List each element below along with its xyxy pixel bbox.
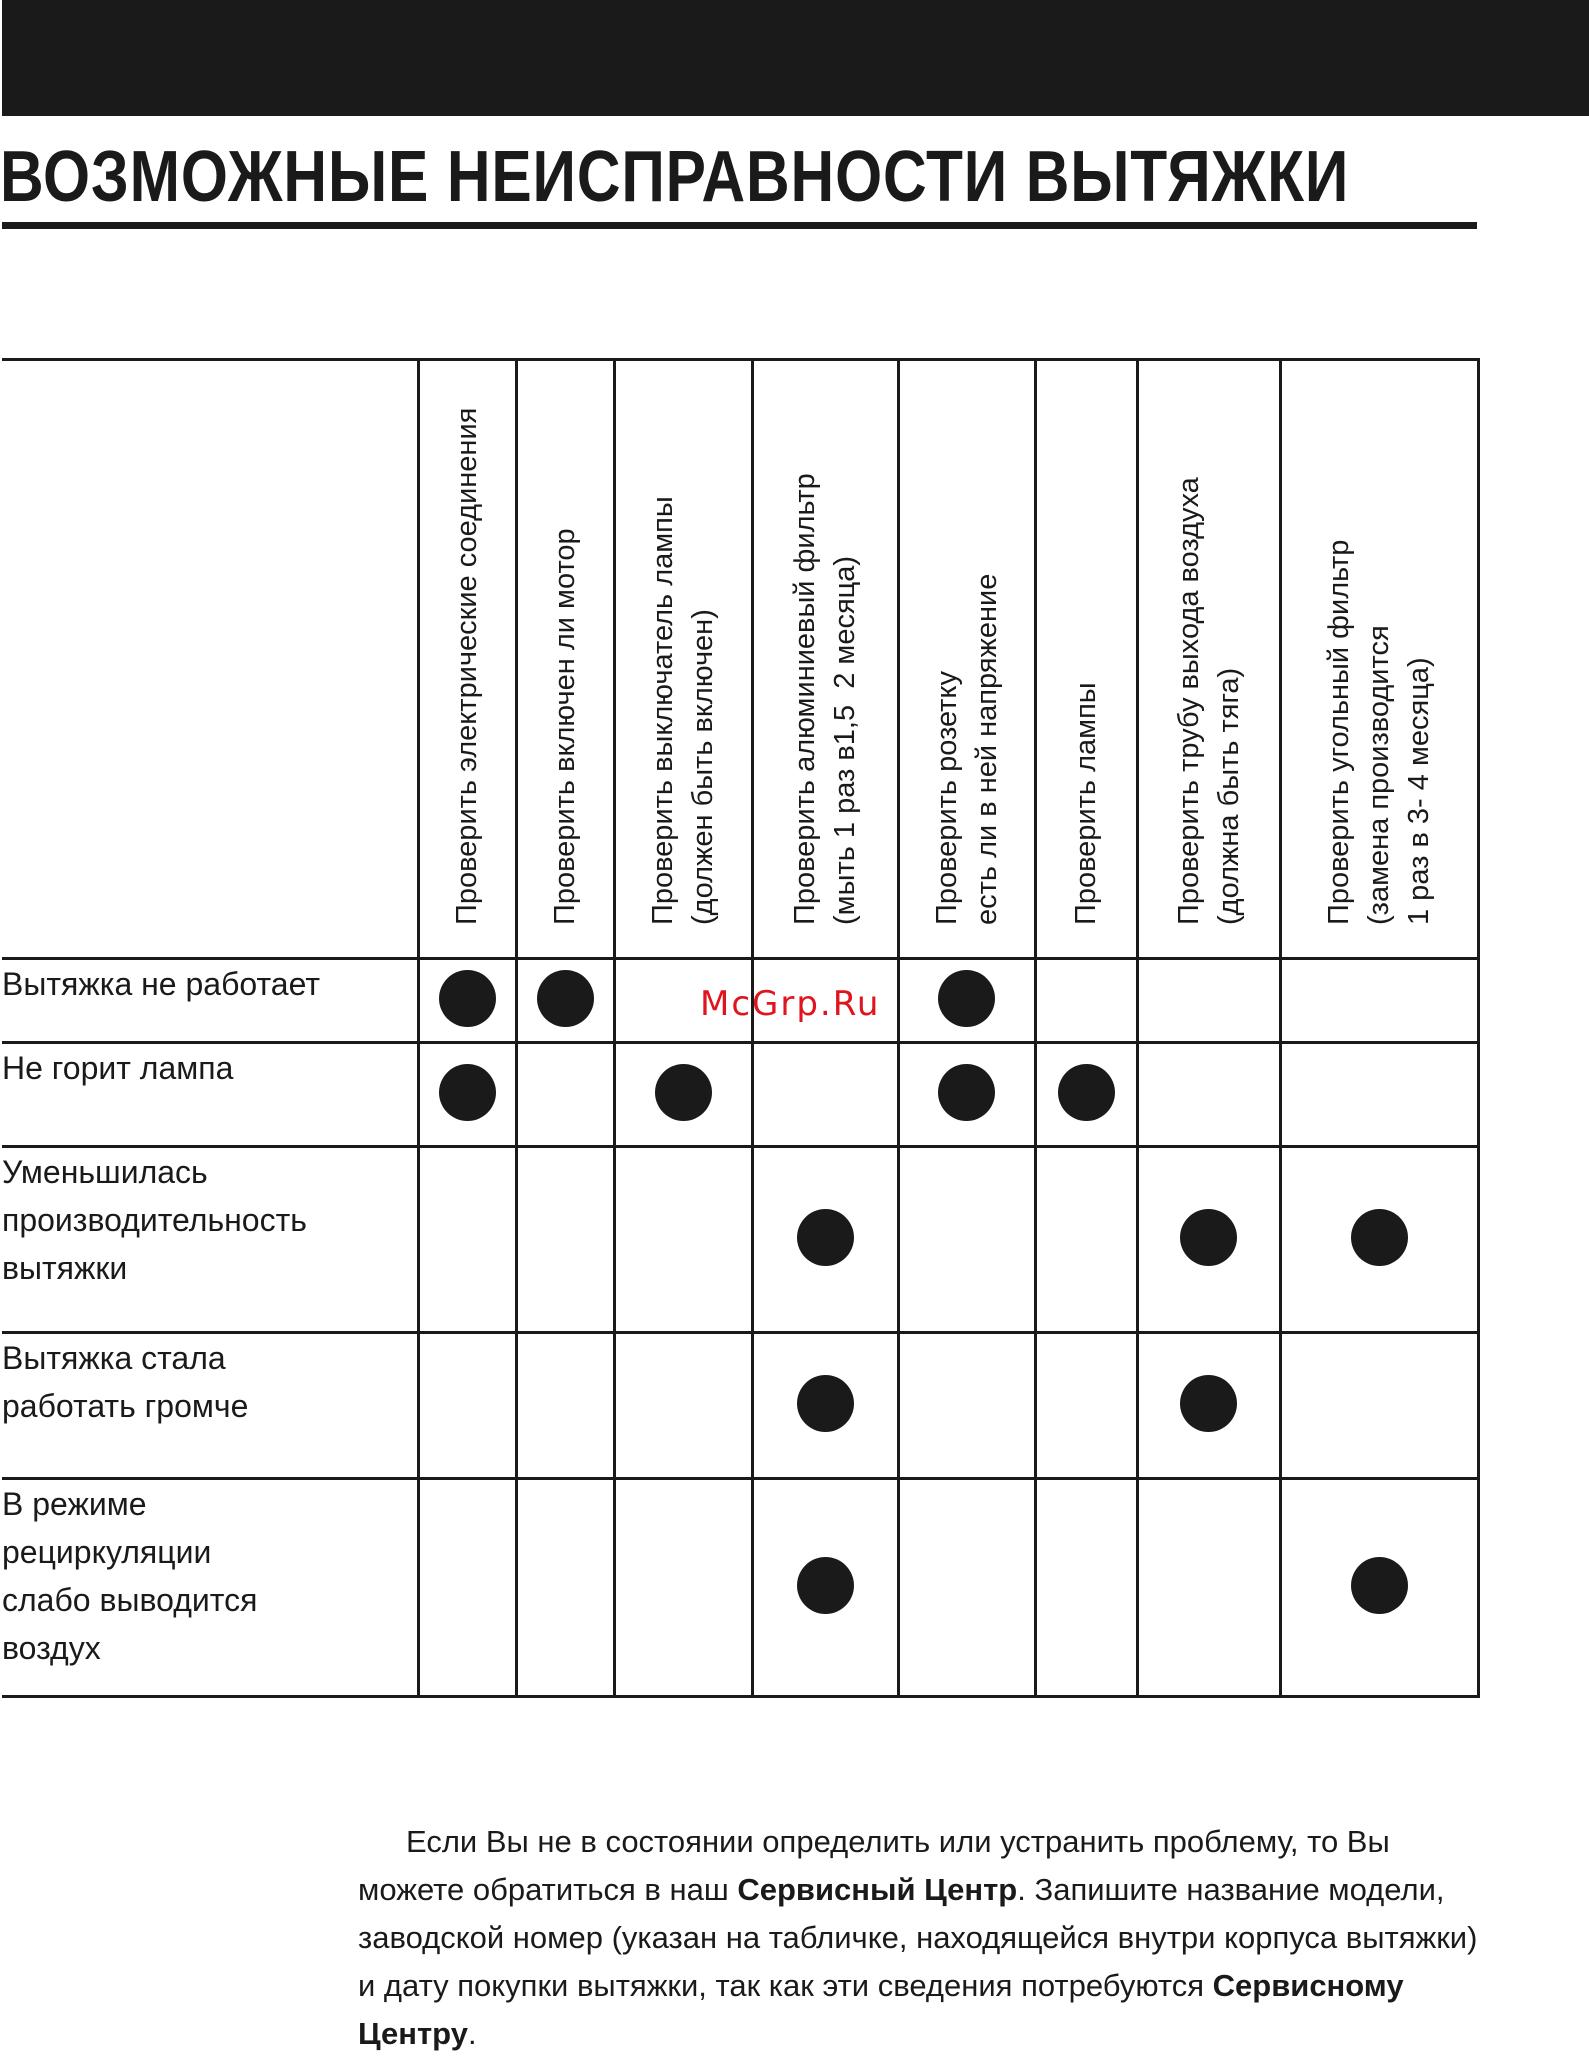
table-row bbox=[2, 1479, 1478, 1697]
table-row bbox=[2, 1147, 1478, 1333]
column-header-label: Проверить трубу выхода воздуха (должна быть тяга) bbox=[1172, 477, 1245, 925]
page-title: ВОЗМОЖНЫЕ НЕИСПРАВНОСТИ ВЫТЯЖКИ bbox=[0, 137, 1350, 217]
bullet-mark bbox=[797, 1375, 854, 1432]
check-cell bbox=[1035, 959, 1137, 1043]
column-header bbox=[752, 360, 898, 959]
check-cell bbox=[1137, 1147, 1280, 1333]
column-header-label: Проверить включен ли мотор bbox=[549, 528, 581, 925]
bullet-mark bbox=[1351, 1557, 1408, 1614]
check-cell bbox=[1035, 1147, 1137, 1333]
column-header-label: Проверить выключатель лампы (должен быть включен) bbox=[647, 496, 719, 925]
column-header bbox=[614, 360, 752, 959]
check-cell bbox=[1280, 959, 1478, 1043]
check-cell bbox=[418, 1043, 516, 1147]
bullet-mark bbox=[1058, 1064, 1115, 1121]
row-label: Вытяжка стала работать громче bbox=[2, 1333, 418, 1479]
check-cell bbox=[418, 1479, 516, 1697]
check-cell bbox=[898, 1043, 1035, 1147]
column-header-label: Проверить розетку есть ли в ней напряжение bbox=[930, 573, 1003, 925]
bullet-mark bbox=[938, 1064, 995, 1121]
check-cell bbox=[516, 1043, 614, 1147]
watermark: McGrp.Ru bbox=[700, 984, 881, 1024]
column-header-label: Проверить электрические соединения bbox=[451, 407, 483, 925]
check-cell bbox=[516, 959, 614, 1043]
check-cell bbox=[752, 1147, 898, 1333]
check-cell bbox=[516, 1333, 614, 1479]
check-cell bbox=[516, 1147, 614, 1333]
check-cell bbox=[1280, 1147, 1478, 1333]
column-header bbox=[418, 360, 516, 959]
column-header bbox=[1280, 360, 1478, 959]
note-text-2: . Запишите название модели, заводской номер (указан на табличке, находящейся внутри корпуса вытяжки) и дату покупки вытяжки, так как эти сведения потребуются bbox=[358, 1872, 1478, 2003]
check-cell bbox=[1280, 1043, 1478, 1147]
row-label: В режиме рециркуляции слабо выводится воздух bbox=[2, 1479, 418, 1697]
check-cell bbox=[516, 1479, 614, 1697]
check-cell bbox=[752, 1043, 898, 1147]
bullet-mark bbox=[797, 1209, 854, 1266]
title-underline bbox=[2, 222, 1477, 229]
bullet-mark bbox=[537, 970, 594, 1027]
check-cell bbox=[614, 1479, 752, 1697]
note-text-1: Если Вы не в состоянии определить или устранить проблему, то Вы можете обратиться в наш bbox=[358, 1824, 1390, 1907]
table-row bbox=[2, 1333, 1478, 1479]
bullet-mark bbox=[797, 1557, 854, 1614]
bullet-mark bbox=[938, 970, 995, 1027]
check-cell bbox=[1280, 1333, 1478, 1479]
bullet-mark bbox=[439, 1064, 496, 1121]
check-cell bbox=[418, 1333, 516, 1479]
bullet-mark bbox=[1180, 1209, 1237, 1266]
check-cell bbox=[898, 1147, 1035, 1333]
check-cell bbox=[1137, 1043, 1280, 1147]
check-cell bbox=[1035, 1333, 1137, 1479]
check-cell bbox=[614, 1333, 752, 1479]
column-header-label: Проверить лампы bbox=[1070, 682, 1102, 925]
check-cell bbox=[898, 959, 1035, 1043]
check-cell bbox=[1137, 1333, 1280, 1479]
check-cell bbox=[614, 1043, 752, 1147]
check-cell bbox=[1035, 1479, 1137, 1697]
note-text-3: . bbox=[467, 2016, 477, 2051]
service-note bbox=[358, 1818, 1488, 2058]
check-cell bbox=[418, 959, 516, 1043]
corner-cell bbox=[2, 360, 418, 959]
bullet-mark bbox=[439, 970, 496, 1027]
troubleshooting-table bbox=[2, 358, 1480, 1698]
note-bold-1: Сервисный Центр bbox=[737, 1872, 1018, 1907]
row-label: Вытяжка не работает bbox=[2, 959, 418, 1043]
note-bold-2: Сервисному Центру bbox=[358, 1968, 1404, 2051]
row-label: Уменьшилась производительность вытяжки bbox=[2, 1147, 418, 1333]
column-header bbox=[516, 360, 614, 959]
check-cell bbox=[1137, 959, 1280, 1043]
bullet-mark bbox=[1180, 1375, 1237, 1432]
header-bar bbox=[2, 0, 1589, 116]
table-row bbox=[2, 1043, 1478, 1147]
row-label: Не горит лампа bbox=[2, 1043, 418, 1147]
check-cell bbox=[1280, 1479, 1478, 1697]
column-header-label: Проверить угольный фильтр (замена производится 1 раз в 3- 4 месяца) bbox=[1323, 539, 1435, 925]
check-cell bbox=[1137, 1479, 1280, 1697]
check-cell bbox=[614, 1147, 752, 1333]
column-header bbox=[898, 360, 1035, 959]
check-cell bbox=[752, 1479, 898, 1697]
bullet-mark bbox=[1351, 1209, 1408, 1266]
check-cell bbox=[418, 1147, 516, 1333]
check-cell bbox=[898, 1479, 1035, 1697]
check-cell bbox=[752, 1333, 898, 1479]
column-header bbox=[1137, 360, 1280, 959]
table-body bbox=[2, 360, 1478, 1697]
bullet-mark bbox=[655, 1064, 712, 1121]
column-header-label: Проверить алюминиевый фильтр (мыть 1 раз в1,5 2 месяца) bbox=[789, 473, 861, 925]
check-cell bbox=[1035, 1043, 1137, 1147]
column-header bbox=[1035, 360, 1137, 959]
check-cell bbox=[898, 1333, 1035, 1479]
header-row bbox=[2, 360, 1478, 959]
